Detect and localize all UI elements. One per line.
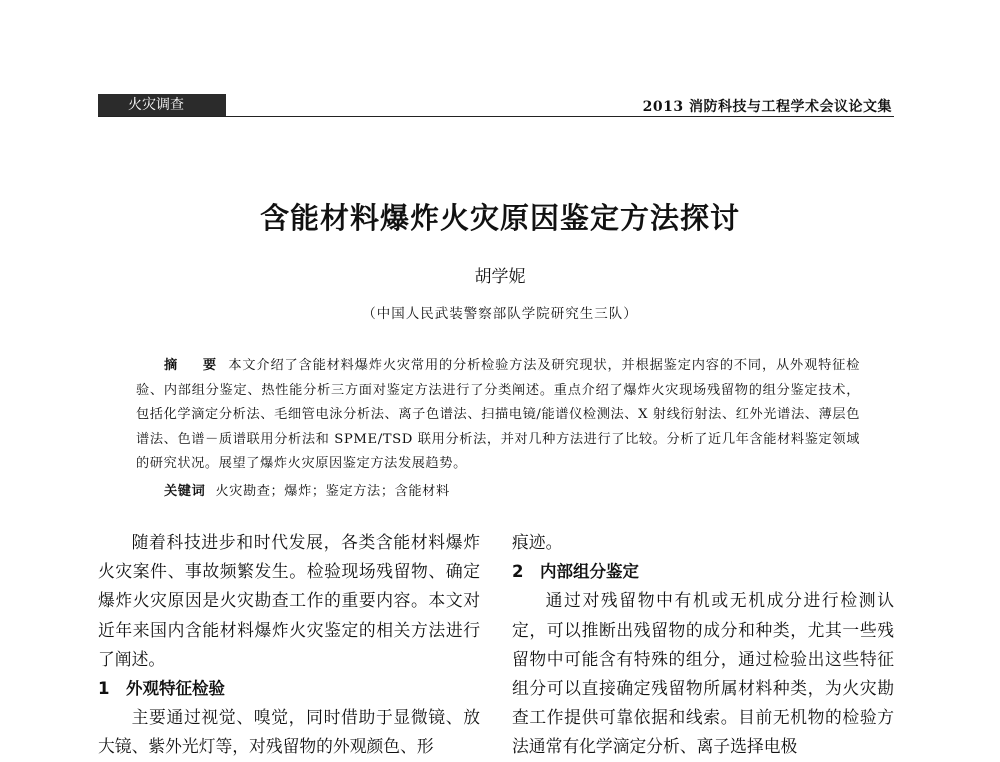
- section-heading-1: [98, 674, 480, 703]
- proceedings-title: 2013 消防科技与工程学术会议论文集: [642, 99, 892, 115]
- body-column-right: [512, 528, 894, 762]
- keywords-label: 关键词: [164, 484, 206, 499]
- keywords: [164, 480, 450, 499]
- article-title: 含能材料爆炸火灾原因鉴定方法探讨: [259, 201, 740, 235]
- section-title: 外观特征检验: [126, 679, 225, 699]
- section-paragraph: 主要通过视觉、嗅觉，同时借助于显微镜、放大镜、紫外光灯等，对残留物的外观颜色、形: [98, 707, 480, 757]
- keywords-text: 火灾勘查；爆炸；鉴定方法；含能材料: [215, 484, 450, 499]
- section-title: 内部组分鉴定: [540, 562, 639, 582]
- abstract: [136, 354, 860, 477]
- body-column-left: [98, 528, 480, 762]
- header-rule: [98, 116, 894, 117]
- author-name: 胡学妮: [474, 267, 526, 287]
- intro-paragraph: 随着科技进步和时代发展，各类含能材料爆炸火灾案件、事故频繁发生。检验现场残留物、确定爆炸火灾原因是火灾勘查工作的重要内容。本文对近年来国内含能材料爆炸火灾鉴定的相关方法进行了阐述。: [98, 532, 480, 669]
- section-number: 2: [512, 562, 524, 582]
- section-paragraph: 通过对残留物中有机或无机成分进行检测认定，可以推断出残留物的成分和种类，尤其一些残留物中可能含有特殊的组分，通过检验出这些特征组分可以直接确定残留物所属材料种类，为火灾勘查工作提供可靠依据和线索。目前无机物的检验方法通常有化学滴定分析、离子选择电极: [512, 590, 894, 757]
- abstract-text: 本文介绍了含能材料爆炸火灾常用的分析检验方法及研究现状，并根据鉴定内容的不同，从外观特征检验、内部组分鉴定、热性能分析三方面对鉴定方法进行了分类阐述。重点介绍了爆炸火灾现场残留物的组分鉴定技术，包括化学滴定分析法、毛细管电泳分析法、离子色谱法、扫描电镜/能谱仪检测法、X 射线衍射法、红外光谱法、薄层色谱法、色谱－质谱联用分析法和 SPME/TSD 联用分析法，并对几种方法进行了比较。分析了近几年含能材料鉴定领域的研究状况。展望了爆炸火灾原因鉴定方法发展趋势。: [136, 358, 861, 471]
- section-tag: 火灾调查: [98, 94, 226, 116]
- continued-paragraph: 痕迹。: [512, 532, 563, 552]
- section-number: 1: [98, 679, 110, 699]
- section-heading-2: [512, 557, 894, 586]
- author-affiliation: （中国人民武装警察部队学院研究生三队）: [362, 306, 638, 322]
- abstract-label: 摘 要: [164, 358, 223, 373]
